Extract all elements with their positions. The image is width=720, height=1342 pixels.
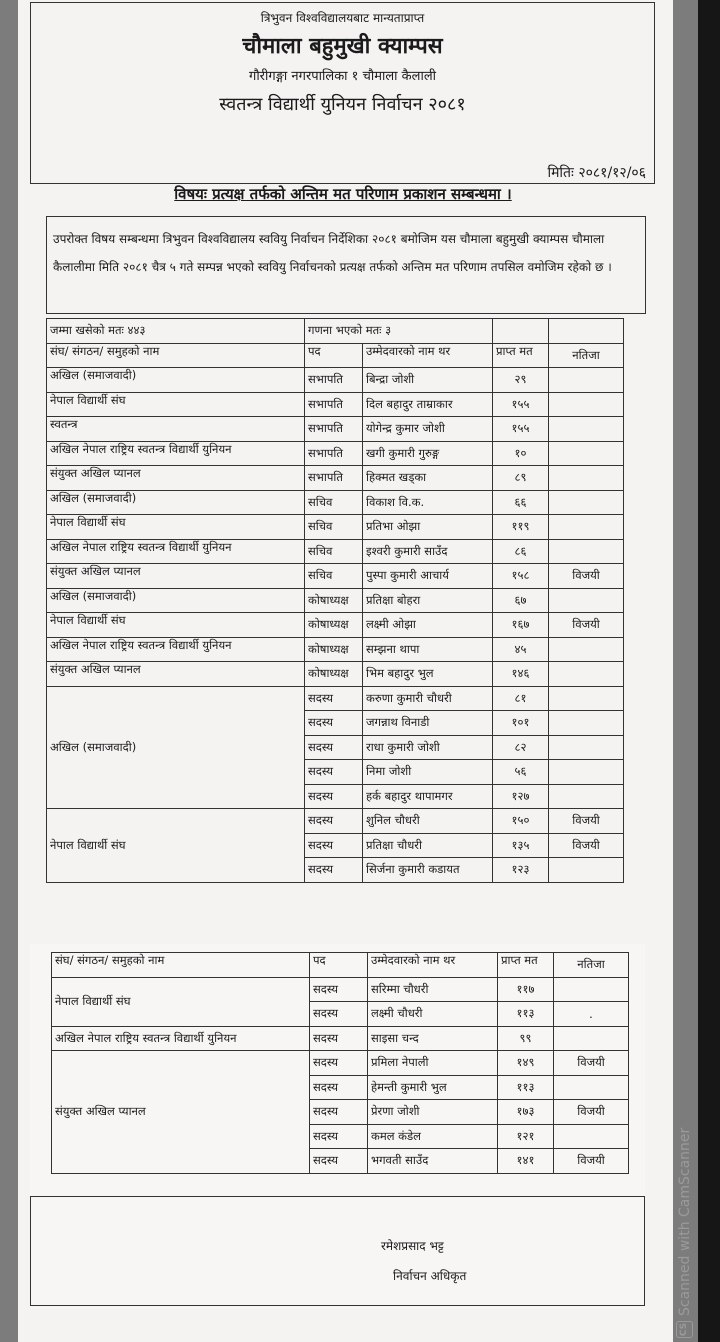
- subject-line: विषयः प्रत्यक्ष तर्फको अन्तिम मत परिणाम प्रकाशन सम्बन्धमा ।: [174, 185, 512, 203]
- votes-cell: १२३: [493, 858, 549, 883]
- candidate-cell: दिल बहादुर ताम्राकार: [363, 392, 493, 417]
- empty-cell: [493, 319, 549, 344]
- candidate-cell: हर्क बहादुर थापामगर: [363, 784, 493, 809]
- post-cell: सदस्य: [310, 1124, 368, 1149]
- table-row: [47, 564, 624, 589]
- votes-cell: ८२: [493, 735, 549, 760]
- candidate-cell: हेमन्ती कुमारी भुल: [368, 1075, 498, 1100]
- result-cell: [554, 977, 629, 1002]
- post-cell: सदस्य: [305, 833, 363, 858]
- candidate-cell: खगी कुमारी गुरुङ्ग: [363, 441, 493, 466]
- table-row: [47, 417, 624, 442]
- votes-cell: १४६: [493, 662, 549, 687]
- candidate-cell: विकाश वि.क.: [363, 490, 493, 515]
- result-cell: विजयी: [549, 809, 624, 834]
- votes-cell: १६७: [493, 613, 549, 638]
- votes-cell: १३५: [493, 833, 549, 858]
- total-votes-cell: जम्मा खसेको मतः ४४३: [47, 319, 305, 344]
- votes-cell: ११९: [493, 515, 549, 540]
- votes-cell: ६६: [493, 490, 549, 515]
- post-cell: सचिव: [305, 564, 363, 589]
- result-cell: विजयी: [554, 1149, 629, 1174]
- votes-cell: १४९: [498, 1051, 554, 1076]
- votes-cell: १०१: [493, 711, 549, 736]
- post-cell: सभापति: [305, 417, 363, 442]
- table-row: [47, 662, 624, 687]
- result-cell: विजयी: [549, 613, 624, 638]
- intro-paragraph: उपरोक्त विषय सम्बन्धमा त्रिभुवन विश्वविद्यालय स्ववियु निर्वाचन निर्देशिका २०८१ बमोजिम यस चौमाला बहुमुखी क्याम्पस चौमाला कैलालीमा मिति २०८१ चैत्र ५ गते सम्पन्न भएको स्ववियु निर्वाचनको प्रत्यक्ष तर्फको अन्तिम मत परिणाम तपसिल वमोजिम रहेको छ ।: [46, 216, 646, 314]
- table-row: [52, 1051, 629, 1076]
- header-candidate: उम्मेदवारको नाम थर: [363, 343, 493, 368]
- org-cell: अखिल (समाजवादी): [47, 686, 305, 809]
- date-label: मितिः २०८१/१२/०६: [547, 165, 646, 181]
- result-cell: [549, 368, 624, 393]
- votes-cell: १७३: [498, 1100, 554, 1125]
- org-cell: अखिल नेपाल राष्ट्रिय स्वतन्त्र विद्यार्थी युनियन: [47, 539, 305, 564]
- watermark-text: Scanned with CamScanner: [676, 1127, 693, 1316]
- camscanner-watermark: [676, 1128, 693, 1338]
- table-header-row: [47, 343, 624, 368]
- campus-name: चौमाला बहुमुखी क्याम्पस: [242, 34, 443, 59]
- table-row: [47, 539, 624, 564]
- org-cell: स्वतन्त्र: [47, 417, 305, 442]
- votes-cell: १५५: [493, 392, 549, 417]
- candidate-cell: पुस्पा कुमारी आचार्य: [363, 564, 493, 589]
- table-row: [47, 441, 624, 466]
- post-cell: सभापति: [305, 441, 363, 466]
- header-votes: प्राप्त मत: [493, 343, 549, 368]
- votes-cell: १४१: [498, 1149, 554, 1174]
- votes-cell: ४५: [493, 637, 549, 662]
- post-cell: सभापति: [305, 392, 363, 417]
- result-cell: [554, 1026, 629, 1051]
- org-cell: अखिल (समाजवादी): [47, 368, 305, 393]
- table-row: [47, 588, 624, 613]
- table-header-row: [52, 953, 629, 978]
- result-cell: विजयी: [554, 1051, 629, 1076]
- result-cell: [549, 637, 624, 662]
- empty-cell: [549, 319, 624, 344]
- votes-cell: ८९: [493, 466, 549, 491]
- org-cell: अखिल नेपाल राष्ट्रिय स्वतन्त्र विद्यार्थी युनियन: [47, 637, 305, 662]
- result-cell: [549, 760, 624, 785]
- results-table-2: [51, 952, 629, 1174]
- result-cell: विजयी: [549, 564, 624, 589]
- org-cell: नेपाल विद्यार्थी संघ: [47, 613, 305, 638]
- candidate-cell: सम्झना थापा: [363, 637, 493, 662]
- election-title: स्वतन्त्र विद्यार्थी युनियन निर्वाचन २०८१: [219, 94, 466, 115]
- candidate-cell: प्रतिक्षा चौधरी: [363, 833, 493, 858]
- candidate-cell: कमल कंडेल: [368, 1124, 498, 1149]
- post-cell: सचिव: [305, 539, 363, 564]
- candidate-cell: राधा कुमारी जोशी: [363, 735, 493, 760]
- result-cell: [549, 784, 624, 809]
- result-cell: [554, 1124, 629, 1149]
- votes-cell: ८१: [493, 686, 549, 711]
- candidate-cell: प्रमिला नेपाली: [368, 1051, 498, 1076]
- signature-block: [30, 1196, 645, 1306]
- post-cell: सदस्य: [305, 735, 363, 760]
- table-row: [47, 613, 624, 638]
- post-cell: सदस्य: [305, 686, 363, 711]
- org-cell: नेपाल विद्यार्थी संघ: [52, 977, 310, 1026]
- candidate-cell: बिन्द्रा जोशी: [363, 368, 493, 393]
- header-result: नतिजा: [549, 343, 624, 368]
- post-cell: सदस्य: [305, 809, 363, 834]
- result-cell: [549, 858, 624, 883]
- result-cell: विजयी: [549, 833, 624, 858]
- org-cell: संयुक्त अखिल प्यानल: [47, 466, 305, 491]
- votes-cell: २९: [493, 368, 549, 393]
- table-row: [47, 686, 624, 711]
- post-cell: सदस्य: [310, 1002, 368, 1027]
- officer-title: निर्वाचन अधिकृत: [393, 1269, 467, 1283]
- result-cell: .: [554, 1002, 629, 1027]
- result-cell: [549, 417, 624, 442]
- candidate-cell: जगन्नाथ विनाडी: [363, 711, 493, 736]
- post-cell: सभापति: [305, 466, 363, 491]
- post-cell: कोषाध्यक्ष: [305, 613, 363, 638]
- candidate-cell: लक्ष्मी ओझा: [363, 613, 493, 638]
- candidate-cell: सिर्जना कुमारी कडायत: [363, 858, 493, 883]
- post-cell: सचिव: [305, 490, 363, 515]
- org-cell: अखिल (समाजवादी): [47, 490, 305, 515]
- candidate-cell: प्रेरणा जोशी: [368, 1100, 498, 1125]
- org-cell: अखिल नेपाल राष्ट्रिय स्वतन्त्र विद्यार्थी युनियन: [47, 441, 305, 466]
- result-cell: [549, 392, 624, 417]
- address-line: गौरीगङ्गा नगरपालिका १ चौमाला कैलाली: [249, 69, 436, 84]
- votes-cell: ११३: [498, 1075, 554, 1100]
- result-cell: [549, 662, 624, 687]
- header-post: पद: [310, 953, 368, 978]
- post-cell: सदस्य: [305, 784, 363, 809]
- table-row: [47, 490, 624, 515]
- org-cell: संयुक्त अखिल प्यानल: [47, 662, 305, 687]
- votes-cell: १५८: [493, 564, 549, 589]
- org-cell: नेपाल विद्यार्थी संघ: [47, 392, 305, 417]
- votes-cell: १२१: [498, 1124, 554, 1149]
- result-cell: [549, 588, 624, 613]
- org-cell: अखिल (समाजवादी): [47, 588, 305, 613]
- post-cell: सदस्य: [310, 1026, 368, 1051]
- votes-cell: १२७: [493, 784, 549, 809]
- result-cell: [549, 735, 624, 760]
- candidate-cell: हिक्मत खड्का: [363, 466, 493, 491]
- result-cell: विजयी: [554, 1100, 629, 1125]
- candidate-cell: लक्ष्मी चौधरी: [368, 1002, 498, 1027]
- affiliation-line: त्रिभुवन विश्वविद्यालयबाट मान्यताप्राप्त: [260, 11, 425, 25]
- candidate-cell: साइसा चन्द: [368, 1026, 498, 1051]
- post-cell: सदस्य: [305, 760, 363, 785]
- votes-cell: १०: [493, 441, 549, 466]
- table-row: [47, 809, 624, 834]
- result-cell: [549, 711, 624, 736]
- votes-cell: ६७: [493, 588, 549, 613]
- candidate-cell: योगेन्द्र कुमार जोशी: [363, 417, 493, 442]
- table-row: [47, 515, 624, 540]
- post-cell: सदस्य: [310, 977, 368, 1002]
- votes-cell: १५०: [493, 809, 549, 834]
- candidate-cell: प्रतिभा ओझा: [363, 515, 493, 540]
- result-cell: [554, 1075, 629, 1100]
- post-cell: सदस्य: [310, 1075, 368, 1100]
- candidate-cell: प्रतिक्षा बोहरा: [363, 588, 493, 613]
- org-cell: संयुक्त अखिल प्यानल: [47, 564, 305, 589]
- header-votes: प्राप्त मत: [498, 953, 554, 978]
- post-cell: सदस्य: [310, 1149, 368, 1174]
- votes-cell: ११३: [498, 1002, 554, 1027]
- post-cell: कोषाध्यक्ष: [305, 588, 363, 613]
- result-cell: [549, 539, 624, 564]
- post-cell: सचिव: [305, 515, 363, 540]
- org-cell: नेपाल विद्यार्थी संघ: [47, 809, 305, 883]
- header-result: नतिजा: [554, 953, 629, 978]
- result-cell: [549, 686, 624, 711]
- votes-cell: १५५: [493, 417, 549, 442]
- header-post: पद: [305, 343, 363, 368]
- counted-votes-cell: गणना भएको मतः ३: [305, 319, 493, 344]
- table-row: [47, 368, 624, 393]
- post-cell: कोषाध्यक्ष: [305, 637, 363, 662]
- votes-cell: ९९: [498, 1026, 554, 1051]
- header-candidate: उम्मेदवारको नाम थर: [368, 953, 498, 978]
- table-row: [47, 392, 624, 417]
- officer-name: रमेशप्रसाद भट्ट: [381, 1239, 444, 1253]
- post-cell: कोषाध्यक्ष: [305, 662, 363, 687]
- post-cell: सदस्य: [305, 858, 363, 883]
- camscanner-logo-icon: CS: [676, 1321, 693, 1338]
- header-org: संघ/ संगठन/ समुहको नाम: [47, 343, 305, 368]
- result-cell: [549, 515, 624, 540]
- table-row: [47, 466, 624, 491]
- candidate-cell: भगवती साउँद: [368, 1149, 498, 1174]
- result-cell: [549, 441, 624, 466]
- candidate-cell: इश्वरी कुमारी साउँद: [363, 539, 493, 564]
- post-cell: सदस्य: [310, 1100, 368, 1125]
- post-cell: सभापति: [305, 368, 363, 393]
- org-cell: संयुक्त अखिल प्यानल: [52, 1051, 310, 1174]
- org-cell: अखिल नेपाल राष्ट्रिय स्वतन्त्र विद्यार्थी युनियन: [52, 1026, 310, 1051]
- table-row: [52, 1026, 629, 1051]
- letterhead: [30, 2, 655, 184]
- table-row: [52, 977, 629, 1002]
- post-cell: सदस्य: [310, 1051, 368, 1076]
- votes-cell: ११७: [498, 977, 554, 1002]
- scanner-edge: [698, 0, 720, 1342]
- results-table-1: [46, 318, 624, 883]
- votes-cell: ५६: [493, 760, 549, 785]
- result-cell: [549, 490, 624, 515]
- org-cell: नेपाल विद्यार्थी संघ: [47, 515, 305, 540]
- candidate-cell: सरिम्मा चौधरी: [368, 977, 498, 1002]
- result-cell: [549, 466, 624, 491]
- candidate-cell: भिम बहादुर भुल: [363, 662, 493, 687]
- candidate-cell: शुनिल चौधरी: [363, 809, 493, 834]
- votes-cell: ८६: [493, 539, 549, 564]
- post-cell: सदस्य: [305, 711, 363, 736]
- candidate-cell: निमा जोशी: [363, 760, 493, 785]
- table-row: [47, 637, 624, 662]
- candidate-cell: करुणा कुमारी चौधरी: [363, 686, 493, 711]
- header-org: संघ/ संगठन/ समुहको नाम: [52, 953, 310, 978]
